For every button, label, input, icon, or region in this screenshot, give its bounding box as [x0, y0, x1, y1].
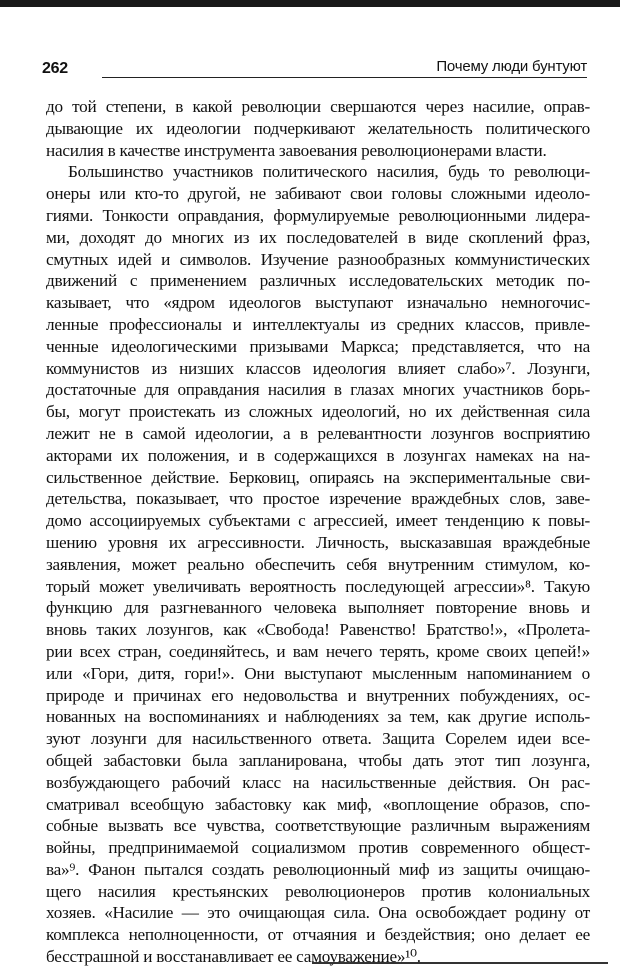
- top-border-rule: [0, 0, 620, 7]
- paragraph: [46, 161, 590, 967]
- text-line: ми, доходят до многих из их последователей в виде скоплений фраз,: [46, 227, 590, 247]
- text-line: детельства, показывает, что простое изречение враждебных слов, заве-: [46, 489, 590, 509]
- text-line: бесстрашной и восстанавливает ее самоуважение»¹⁰.: [46, 947, 421, 967]
- text-line: казывает, что «ядром идеологов выступают изначально немногочис-: [46, 293, 590, 313]
- text-line: торый может увеличивать вероятность последующей агрессии»⁸. Такую: [46, 576, 590, 596]
- text-line: сматривал всеобщую забастовку как миф, «воплощение образов, спо-: [46, 794, 590, 814]
- text-line: гиями. Тонкости оправдания, формулируемые революционными лидера-: [46, 205, 590, 225]
- text-line: собные вызвать все чувства, соответствующие различным выражениям: [46, 816, 590, 836]
- text-line: движений с применением различных исследовательских методик по-: [46, 271, 590, 291]
- text-line: смутных идей и символов. Изучение разнообразных коммунистических: [46, 249, 590, 269]
- text-line: заявления, может реально обеспечить себя внутренним стимулом, ко-: [46, 554, 590, 574]
- text-line: ленные профессионалы и интеллектуалы из средних классов, привле-: [46, 314, 590, 334]
- text-line: войны, предпринимаемой социализмом против современного общест-: [46, 838, 590, 858]
- text-line: функцию для разгневанного человека выполняет повторение вновь и: [46, 598, 590, 618]
- page-header: [42, 56, 587, 82]
- text-line: возбуждающего рабочий класс на насильственные действия. Он рас-: [46, 772, 590, 792]
- text-line: акторами их положения, и в содержащихся в лозунгах намеках на на-: [46, 445, 590, 465]
- text-line: онеры или кто-то другой, не забивают свои головы сложными идеоло-: [46, 184, 590, 204]
- text-line: общей забастовки была запланирована, чтобы дать этот тип лозунга,: [46, 750, 590, 770]
- text-line: зуют лозунги для насильственного ответа. Защита Сорелем идеи все-: [46, 729, 590, 749]
- text-line: достаточные для оправдания насилия в глазах многих участников борь-: [46, 380, 590, 400]
- page-number: 262: [42, 60, 68, 77]
- text-line: шению уровня их агрессивности. Личность, высказавшая враждебные: [46, 532, 590, 552]
- text-line: или «Гори, дитя, гори!». Они выступают мысленным напоминанием о: [46, 663, 590, 683]
- text-line: лежит не в самой идеологии, а в релевантности лозунгов восприятию: [46, 423, 590, 443]
- text-line: комплекса неполноценности, от отчаяния и бездействия; оно делает ее: [46, 925, 590, 945]
- header-rule: [102, 77, 587, 78]
- text-line: ва»⁹. Фанон пытался создать революционный миф из защиты очищаю-: [46, 859, 590, 879]
- body-text: [46, 96, 590, 968]
- paragraph: [46, 96, 590, 161]
- text-line: коммунистов из низших классов идеология влияет слабо»⁷. Лозунги,: [46, 358, 590, 378]
- running-title: Почему люди бунтуют: [436, 58, 587, 75]
- text-line: щего насилия крестьянских революционеров против колониальных: [46, 881, 590, 901]
- text-line: дывающие их идеологии подчеркивают желательность политического: [46, 118, 590, 138]
- text-line: ченные идеологическими призывами Маркса; представляется, что на: [46, 336, 590, 356]
- text-line: нованных на воспоминаниях и наблюдениях за тем, как другие исполь-: [46, 707, 590, 727]
- text-line: хозяев. «Насилие — это очищающая сила. Она освобождает родину от: [46, 903, 590, 923]
- text-line: бы, могут проистекать из сложных идеологий, но их действенная сила: [46, 402, 590, 422]
- text-line: рии всех стран, соединяйтесь, и вам нечего терять, кроме своих цепей!»: [46, 641, 590, 661]
- text-line: до той степени, в какой революции свершаются через насилие, оправ-: [46, 97, 590, 116]
- text-line: сильственное действие. Берковиц, опираясь на экспериментальные сви-: [46, 467, 590, 487]
- text-line: Большинство участников политического насилия, будь то революци-: [68, 162, 590, 182]
- text-line: природе и причинах его недовольства и внутренних побуждениях, ос-: [46, 685, 590, 705]
- text-line: домо ассоциируемых субъектами с агрессией, имеет тенденцию к повы-: [46, 511, 590, 531]
- text-line: насилия в качестве инструмента завоевания революционерами власти.: [46, 140, 547, 160]
- bottom-rule: [312, 962, 608, 964]
- text-line: вновь таких лозунгов, как «Свобода! Равенство! Братство!», «Пролета-: [46, 620, 590, 640]
